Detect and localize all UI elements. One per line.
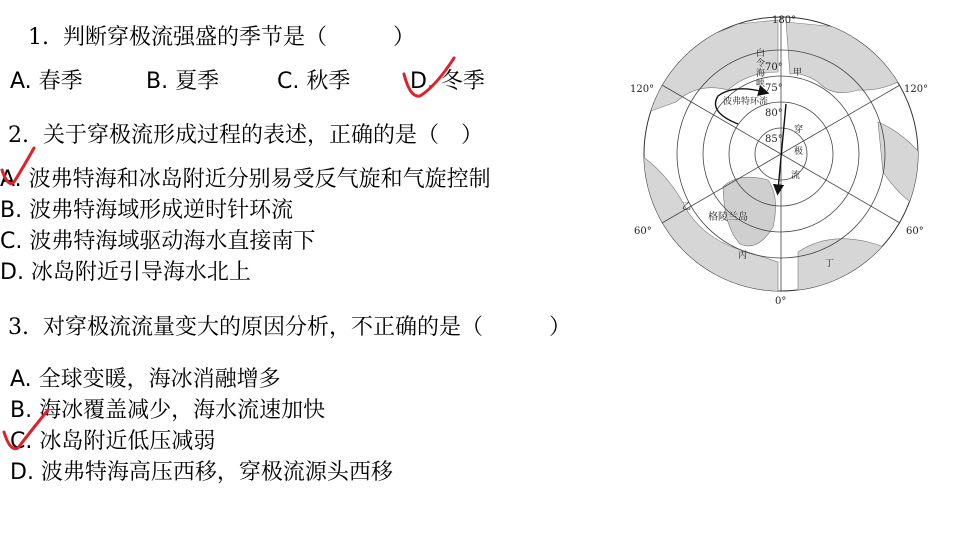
region-label-bing: 丙 [738, 251, 748, 261]
check-mark-q3-c [4, 410, 48, 449]
latitude-label-80: 80° [765, 108, 783, 119]
latitude-label-75: 75° [765, 83, 783, 94]
longitude-label-lower-left: 60° [634, 226, 652, 237]
check-mark-q1-d [404, 58, 454, 96]
question-2-option-b[interactable]: B. 波弗特海域形成逆时针环流 [0, 198, 294, 223]
longitude-label-upper-right: 120° [904, 84, 929, 95]
question-3-option-a[interactable]: A. 全球变暖，海冰消融增多 [10, 367, 281, 392]
question-3-number: 3. [8, 315, 29, 340]
longitude-label-upper-left: 120° [630, 84, 655, 95]
region-label-jia: 甲 [793, 68, 803, 78]
question-1-text: 判断穿极流强盛的季节是（ ） [63, 25, 416, 50]
question-3-option-d[interactable]: D. 波弗特海高压西移，穿极流源头西移 [10, 460, 393, 485]
greenland-label: 格陵兰岛 [708, 212, 748, 223]
longitude-label-top: 180° [772, 15, 797, 26]
question-1-option-d[interactable]: D. 冬季 [410, 69, 485, 94]
question-3-option-c[interactable]: C. 冰岛附近低压减弱 [10, 429, 216, 454]
longitude-label-bottom: 0° [775, 296, 787, 307]
check-mark-q2-a [2, 148, 34, 184]
region-label-ding: 丁 [825, 259, 835, 269]
transpolar-label-3: 流 [791, 171, 801, 181]
question-1-option-c[interactable]: C. 秋季 [277, 69, 351, 94]
question-2-option-d[interactable]: D. 冰岛附近引导海水北上 [0, 260, 251, 285]
transpolar-label-1: 穿 [794, 125, 804, 135]
bering-strait-label-3: 海 [756, 69, 766, 79]
longitude-label-lower-right: 60° [906, 226, 924, 237]
question-2-option-c[interactable]: C. 波弗特海域驱动海水直接南下 [0, 229, 316, 254]
latitude-label-70: 70° [765, 62, 783, 73]
bering-strait-label-1: 白 [756, 49, 766, 59]
question-1-number: 1. [28, 25, 49, 50]
arctic-map [628, 12, 948, 312]
question-1-option-a[interactable]: A. 春季 [10, 69, 83, 94]
question-2-option-a[interactable]: A. 波弗特海和冰岛附近分别易受反气旋和气旋控制 [0, 167, 491, 192]
beaufort-gyre-label: 波弗特环流 [723, 97, 769, 107]
bering-strait-label-2: 令 [756, 59, 766, 69]
latitude-label-85: 85° [765, 134, 783, 145]
transpolar-label-2: 极 [794, 147, 804, 157]
question-2-number: 2. [8, 123, 29, 148]
question-3-option-b[interactable]: B. 海冰覆盖减少，海水流速加快 [10, 398, 326, 423]
bering-strait-label-4: 峡 [756, 79, 766, 89]
question-1-option-b[interactable]: B. 夏季 [146, 69, 220, 94]
question-2-text: 关于穿极流形成过程的表述，正确的是（ ） [43, 123, 484, 148]
question-3-text: 对穿极流流量变大的原因分析，不正确的是（ ） [43, 315, 572, 340]
region-label-yi: 乙 [682, 202, 692, 212]
